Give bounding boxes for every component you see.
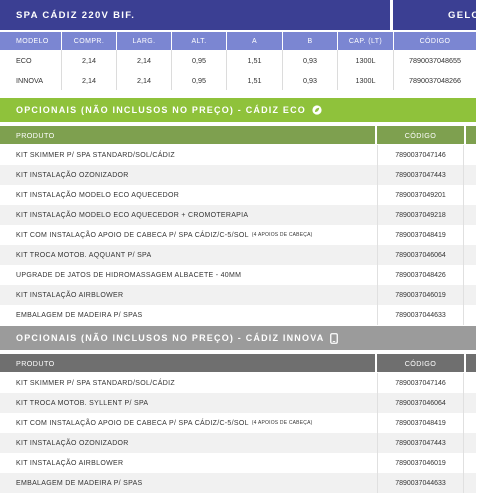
eco-product-row xyxy=(0,245,476,265)
spec-table-header xyxy=(0,32,476,50)
eco-product-row xyxy=(0,305,476,325)
eco-section-title: OPCIONAIS (NÃO INCLUSOS NO PREÇO) - CÁDIZ ECO xyxy=(16,105,307,115)
spec-cell-b: 0,93 xyxy=(283,50,338,70)
product-name: KIT INSTALAÇÃO AIRBLOWER xyxy=(16,291,124,299)
product-name: KIT TROCA MOTOB. AQQUANT P/ SPA xyxy=(16,251,152,259)
eco-col-codigo: CÓDIGO xyxy=(377,126,464,144)
spec-header-b: B xyxy=(283,32,338,50)
product-name: KIT COM INSTALAÇÃO APOIO DE CABECA P/ SPA CÁDIZ/C-5/SOL xyxy=(16,419,249,427)
innova-product-row xyxy=(0,413,476,433)
product-name: UPGRADE DE JATOS DE HIDROMASSAGEM ALBACETE - 40MM xyxy=(16,271,242,279)
spec-cell-a: 1,51 xyxy=(227,70,283,90)
spec-cell-cap: 1300L xyxy=(338,50,394,70)
product-code: 7890037046019 xyxy=(377,285,464,305)
spec-header-codigo: CÓDIGO xyxy=(419,37,451,45)
product-code: 7890037047443 xyxy=(377,165,464,185)
product-code: 7890037044633 xyxy=(377,473,464,493)
product-name: KIT SKIMMER P/ SPA STANDARD/SOL/CÁDIZ xyxy=(16,379,175,387)
innova-column-header xyxy=(0,354,476,372)
innova-product-row xyxy=(0,433,476,453)
innova-product-row xyxy=(0,393,476,413)
spec-cell-compr: 2,14 xyxy=(62,70,117,90)
eco-col-extra xyxy=(466,126,476,144)
title-bar xyxy=(0,0,480,30)
product-name: KIT TROCA MOTOB. SYLLENT P/ SPA xyxy=(16,399,149,407)
title-right-truncated: GELO xyxy=(448,9,480,21)
spec-cell-alt: 0,95 xyxy=(172,50,227,70)
eco-product-row xyxy=(0,225,476,245)
product-note: (4 APOIOS DE CABEÇA) xyxy=(251,420,313,426)
innova-col-produto: PRODUTO xyxy=(0,354,375,372)
eco-product-row xyxy=(0,145,476,165)
product-code: 7890037047146 xyxy=(377,145,464,165)
innova-product-row xyxy=(0,473,476,493)
spec-cell-cap: 1300L xyxy=(338,70,394,90)
leaf-icon xyxy=(312,105,322,115)
innova-section-title: OPCIONAIS (NÃO INCLUSOS NO PREÇO) - CÁDIZ INNOVA xyxy=(16,333,325,343)
eco-product-row xyxy=(0,205,476,225)
eco-product-row xyxy=(0,165,476,185)
product-name: KIT INSTALAÇÃO OZONIZADOR xyxy=(16,171,129,179)
product-code: 7890037049218 xyxy=(377,205,464,225)
eco-column-header xyxy=(0,126,476,144)
product-code: 7890037044633 xyxy=(377,305,464,325)
spec-header-modelo: MODELO xyxy=(0,32,62,50)
innova-section-header xyxy=(0,326,476,350)
spec-header-compr: COMPR. xyxy=(62,32,117,50)
product-name: KIT COM INSTALAÇÃO APOIO DE CABECA P/ SPA CÁDIZ/C-5/SOL xyxy=(16,231,249,239)
innova-col-codigo: CÓDIGO xyxy=(377,354,464,372)
spec-header-cap: CAP. (LT) xyxy=(338,32,394,50)
eco-product-row xyxy=(0,265,476,285)
product-code: 7890037048419 xyxy=(377,225,464,245)
product-name: KIT SKIMMER P/ SPA STANDARD/SOL/CÁDIZ xyxy=(16,151,175,159)
page-title: SPA CÁDIZ 220V BIF. xyxy=(16,9,136,21)
product-code: 7890037047443 xyxy=(377,433,464,453)
spec-cell-modelo: INNOVA xyxy=(0,70,62,90)
product-code: 7890037046064 xyxy=(377,245,464,265)
product-code: 7890037046064 xyxy=(377,393,464,413)
product-note: (4 APOIOS DE CABEÇA) xyxy=(251,232,313,238)
spec-header-larg: LARG. xyxy=(117,32,172,50)
spec-cell-b: 0,93 xyxy=(283,70,338,90)
product-code: 7890037047146 xyxy=(377,373,464,393)
product-code: 7890037046019 xyxy=(377,453,464,473)
spec-cell-modelo: ECO xyxy=(0,50,62,70)
product-name: KIT INSTALAÇÃO OZONIZADOR xyxy=(16,439,129,447)
eco-col-produto: PRODUTO xyxy=(0,126,375,144)
product-name: EMBALAGEM DE MADEIRA P/ SPAS xyxy=(16,479,143,487)
spec-cell-alt: 0,95 xyxy=(172,70,227,90)
title-divider xyxy=(390,0,393,30)
product-code: 7890037049201 xyxy=(377,185,464,205)
product-name: EMBALAGEM DE MADEIRA P/ SPAS xyxy=(16,311,143,319)
product-code: 7890037048419 xyxy=(377,413,464,433)
spec-cell-compr: 2,14 xyxy=(62,50,117,70)
product-name: KIT INSTALAÇÃO AIRBLOWER xyxy=(16,459,124,467)
spec-cell-codigo: 7890037048655 xyxy=(409,55,461,65)
innova-product-row xyxy=(0,453,476,473)
spec-cell-codigo: 7890037048266 xyxy=(409,75,461,85)
spec-header-a: A xyxy=(227,32,283,50)
product-name: KIT INSTALAÇÃO MODELO ECO AQUECEDOR + CROMOTERAPIA xyxy=(16,211,249,219)
eco-product-row xyxy=(0,285,476,305)
eco-section-header xyxy=(0,98,476,122)
spec-cell-larg: 2,14 xyxy=(117,70,172,90)
spec-row-eco xyxy=(0,50,476,70)
spec-header-alt: ALT. xyxy=(172,32,227,50)
tablet-icon xyxy=(330,333,338,344)
product-name: KIT INSTALAÇÃO MODELO ECO AQUECEDOR xyxy=(16,191,180,199)
eco-product-row xyxy=(0,185,476,205)
spec-cell-larg: 2,14 xyxy=(117,50,172,70)
innova-col-extra xyxy=(466,354,476,372)
spec-row-innova xyxy=(0,70,476,90)
spec-cell-a: 1,51 xyxy=(227,50,283,70)
innova-product-row xyxy=(0,373,476,393)
product-code: 7890037048426 xyxy=(377,265,464,285)
